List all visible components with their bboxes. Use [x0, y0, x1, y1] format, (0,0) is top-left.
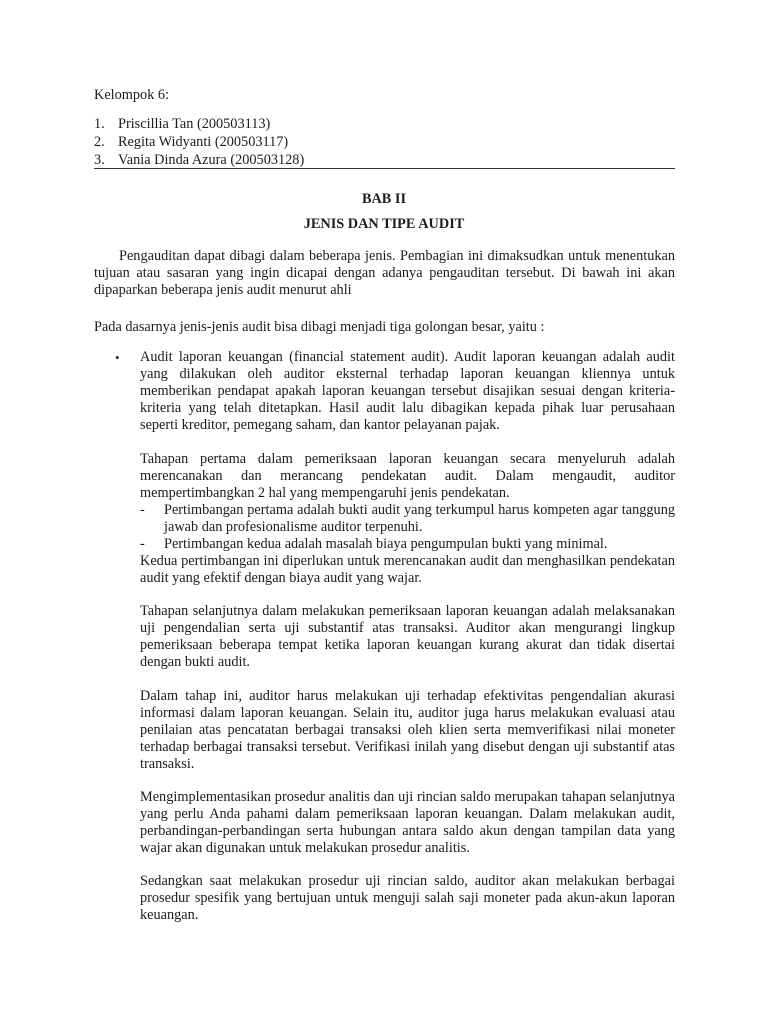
horizontal-rule: [94, 168, 675, 169]
bullet-paragraph-1: Audit laporan keuangan (financial statement audit). Audit laporan keuangan adalah audit yang dilakukan oleh auditor eksternal terhadap laporan keuangan kliennya untuk memberikan pendapat apakah laporan keuangan tersebut disajikan sesuai dengan kriteria-kriteria yang telah ditetapkan. Hasil audit lalu dibagikan kepada pihak luar perusahaan seperti kreditor, pemegang saham, dan kantor pelayanan pajak.: [140, 349, 675, 433]
bullet-paragraph-2: [140, 451, 675, 587]
group-title: Kelompok 6:: [94, 87, 170, 103]
dash-icon: -: [140, 536, 145, 552]
bullet-paragraph-4: Dalam tahap ini, auditor harus melakukan uji terhadap efektivitas pengendalian akurasi informasi dalam laporan keuangan. Selain itu, auditor juga harus melakukan evaluasi atau penilaian atas pencatatan berbagai transaksi oleh klien serta memverifikasi nilai moneter terhadap berbagai transaksi tersebut. Verifikasi inilah yang disebut dengan uji substantif atas transaksi.: [140, 688, 675, 772]
member-item: [94, 116, 675, 134]
bullet-paragraph-6: Sedangkan saat melakukan prosedur uji rincian saldo, auditor akan melakukan berbagai prosedur spesifik yang bertujuan untuk menguji salah saji moneter pada akun-akun laporan keuangan.: [140, 873, 675, 923]
member-name: Priscillia Tan (200503113): [118, 116, 271, 132]
member-name: Regita Widyanti (200503117): [118, 134, 289, 150]
bullet-paragraph-3: Tahapan selanjutnya dalam melakukan pemeriksaan laporan keuangan adalah melaksanakan uji pengendalian serta uji substantif atas transaksi. Auditor akan mengurangi lingkup pemeriksaan beberapa tempat ketika laporan keuangan kurang akurat dan tidak disertai dengan bukti audit.: [140, 603, 675, 670]
chapter-title: JENIS DAN TIPE AUDIT: [303, 216, 465, 232]
lead-paragraph: Pada dasarnya jenis-jenis audit bisa dibagi menjadi tiga golongan besar, yaitu :: [94, 319, 545, 335]
intro-paragraph: Pengauditan dapat dibagi dalam beberapa jenis. Pembagian ini dimaksudkan untuk menentukan tujuan atau sasaran yang ingin dicapai dengan adanya pengauditan tersebut. Di bawah ini akan dipaparkan beberapa jenis audit menurut ahli: [94, 248, 675, 298]
member-number: 3.: [94, 152, 105, 168]
bullet-paragraph-5: Mengimplementasikan prosedur analitis dan uji rincian saldo merupakan tahapan selanjutnya yang perlu Anda pahami dalam pemeriksaan laporan keuangan. Dalam melakukan audit, perbandingan-perbandingan serta hubungan antara saldo akun dengan tampilan data yang wajar akan digunakan untuk melakukan prosedur analitis.: [140, 789, 675, 856]
paragraph-text: Kedua pertimbangan ini diperlukan untuk merencanakan audit dan menghasilkan pendekatan audit yang efektif dengan biaya audit yang wajar.: [140, 553, 675, 586]
dash-list-item: [140, 502, 675, 536]
member-list: [94, 116, 675, 170]
dash-icon: -: [140, 502, 145, 518]
member-number: 2.: [94, 134, 105, 150]
member-item: [94, 134, 675, 152]
dash-item-text: Pertimbangan kedua adalah masalah biaya pengumpulan bukti yang minimal.: [164, 536, 608, 552]
dash-item-text: Pertimbangan pertama adalah bukti audit yang terkumpul harus kompeten agar tanggung jawab dan profesionalisme auditor terpenuhi.: [164, 502, 675, 535]
paragraph-text: Tahapan pertama dalam pemeriksaan laporan keuangan secara menyeluruh adalah merencanakan dan merancang pendekatan audit. Dalam mengaudit, auditor mempertimbangkan 2 hal yang mempengaruhi jenis pendekatan.: [140, 451, 675, 501]
member-name: Vania Dinda Azura (200503128): [118, 152, 305, 168]
bullet-icon: •: [115, 350, 120, 365]
chapter-number: BAB II: [361, 191, 407, 207]
dash-list-item: [140, 536, 675, 553]
member-number: 1.: [94, 116, 105, 132]
